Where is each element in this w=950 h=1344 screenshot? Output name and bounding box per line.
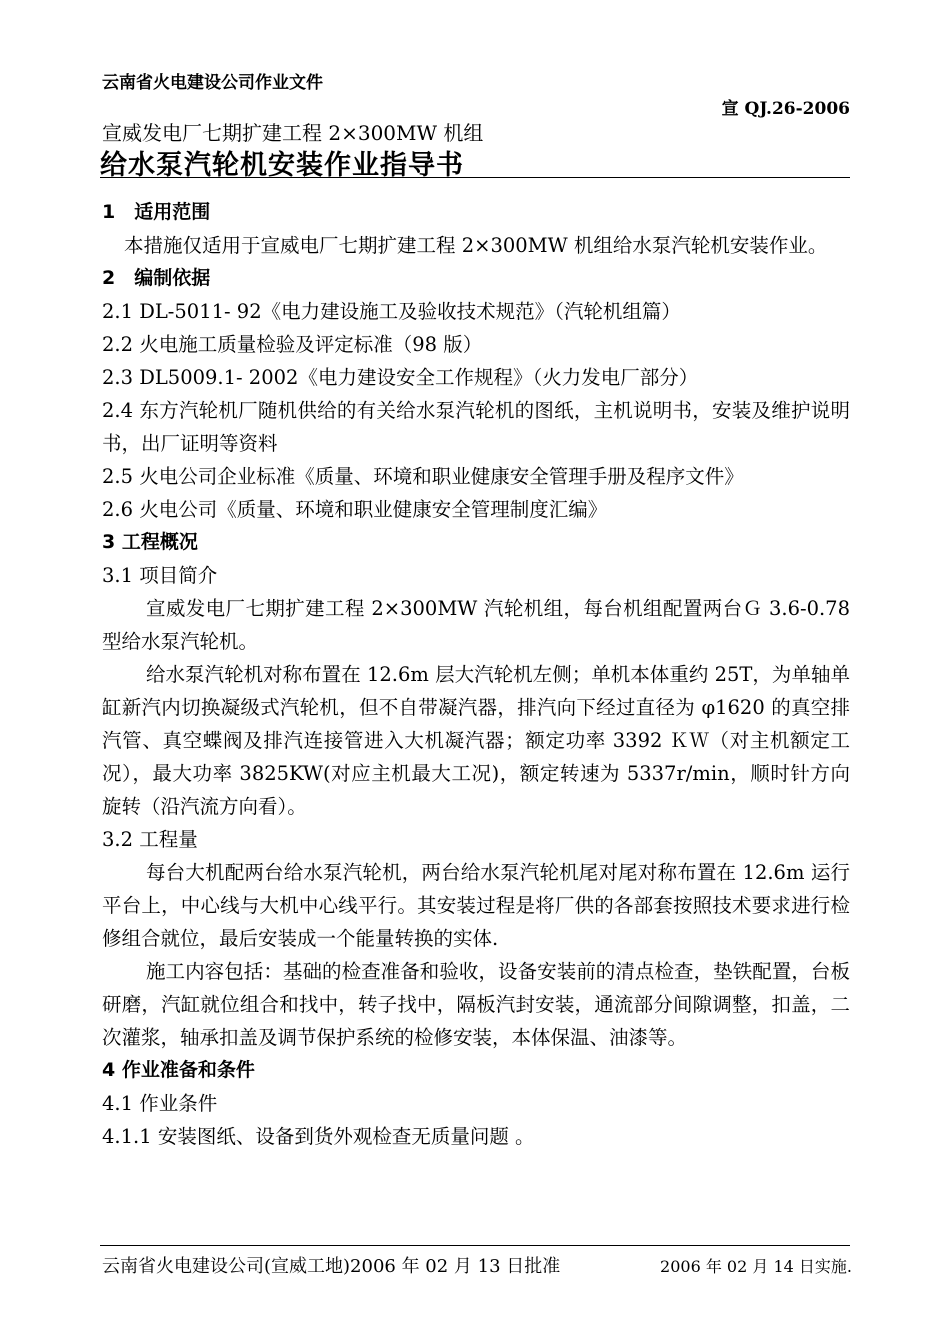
section-1-heading: 1 适用范围 xyxy=(102,201,211,223)
project-intro-paragraph: 宣威发电厂七期扩建工程 2×300MW 汽轮机组，每台机组配置两台Ｇ 3.6-0.78 型给水泵汽轮机。 xyxy=(102,597,850,653)
implementation-date: 2006 年 02 月 14 日实施. xyxy=(660,1257,852,1276)
company-header: 云南省火电建设公司作业文件 xyxy=(102,73,323,93)
header-divider xyxy=(100,177,850,178)
reference-2-6: 2.6 火电公司《质量、环境和职业健康安全管理制度汇编》 xyxy=(102,498,608,521)
section-4-1-heading: 4.1 作业条件 xyxy=(102,1092,218,1115)
section-3-heading: 3 工程概况 xyxy=(102,531,198,553)
section-2-heading: 2 编制依据 xyxy=(102,267,211,289)
approval-date: 云南省火电建设公司(宣威工地)2006 年 02 月 13 日批准 xyxy=(102,1256,561,1277)
section-1-text: 本措施仅适用于宣威电厂七期扩建工程 2×300MW 机组给水泵汽轮机安装作业。 xyxy=(124,234,828,257)
reference-2-5: 2.5 火电公司企业标准《质量、环境和职业健康安全管理手册及程序文件》 xyxy=(102,465,744,488)
document-number: 宣 QJ.26-2006 xyxy=(721,99,850,119)
section-3-1-heading: 3.1 项目简介 xyxy=(102,564,218,587)
condition-4-1-1: 4.1.1 安装图纸、设备到货外观检查无质量问题 。 xyxy=(102,1125,535,1148)
document-title: 给水泵汽轮机安装作业指导书 xyxy=(100,150,464,181)
workload-paragraph: 每台大机配两台给水泵汽轮机，两台给水泵汽轮机尾对尾对称布置在 12.6m 运行平台上，中心线与大机中心线平行。其安装过程是将厂供的各部套按照技术要求进行检修组合就位，最后安装成一个能量转换的实体. xyxy=(102,861,850,950)
construction-scope-paragraph: 施工内容包括：基础的检查准备和验收，设备安装前的清点检查，垫铁配置，台板研磨，汽缸就位组合和找中，转子找中，隔板汽封安装，通流部分间隙调整，扣盖，二次灌浆，轴承扣盖及调节保护系统的检修安装，本体保温、油漆等。 xyxy=(102,960,850,1049)
turbine-description-paragraph: 给水泵汽轮机对称布置在 12.6m 层大汽轮机左侧；单机本体重约 25T，为单轴单缸新汽内切换凝级式汽轮机，但不自带凝汽器，排汽向下经过直径为 φ1620 的真空排汽管、真空蝶阀及排汽连接管进入大机凝汽器；额定功率 3392 ＫＷ（对主机额定工况），最大功率 3825KW(对应主机最大工况)，额定转速为 5337r/min，顺时针方向旋转（沿汽流方向看）。 xyxy=(102,663,850,818)
document-body xyxy=(102,196,850,1153)
reference-2-4: 2.4 东方汽轮机厂随机供给的有关给水泵汽轮机的图纸，主机说明书，安装及维护说明书，出厂证明等资料 xyxy=(102,399,850,455)
footer-divider xyxy=(100,1245,850,1246)
section-4-heading: 4 作业准备和条件 xyxy=(102,1059,255,1081)
section-3-2-heading: 3.2 工程量 xyxy=(102,828,198,851)
reference-2-2: 2.2 火电施工质量检验及评定标准（98 版） xyxy=(102,333,483,356)
reference-2-3: 2.3 DL5009.1- 2002《电力建设安全工作规程》（火力发电厂部分） xyxy=(102,366,699,389)
project-name: 宣威发电厂七期扩建工程 2×300MW 机组 xyxy=(102,121,484,145)
reference-2-1: 2.1 DL-5011- 92《电力建设施工及验收技术规范》（汽轮机组篇） xyxy=(102,300,681,323)
